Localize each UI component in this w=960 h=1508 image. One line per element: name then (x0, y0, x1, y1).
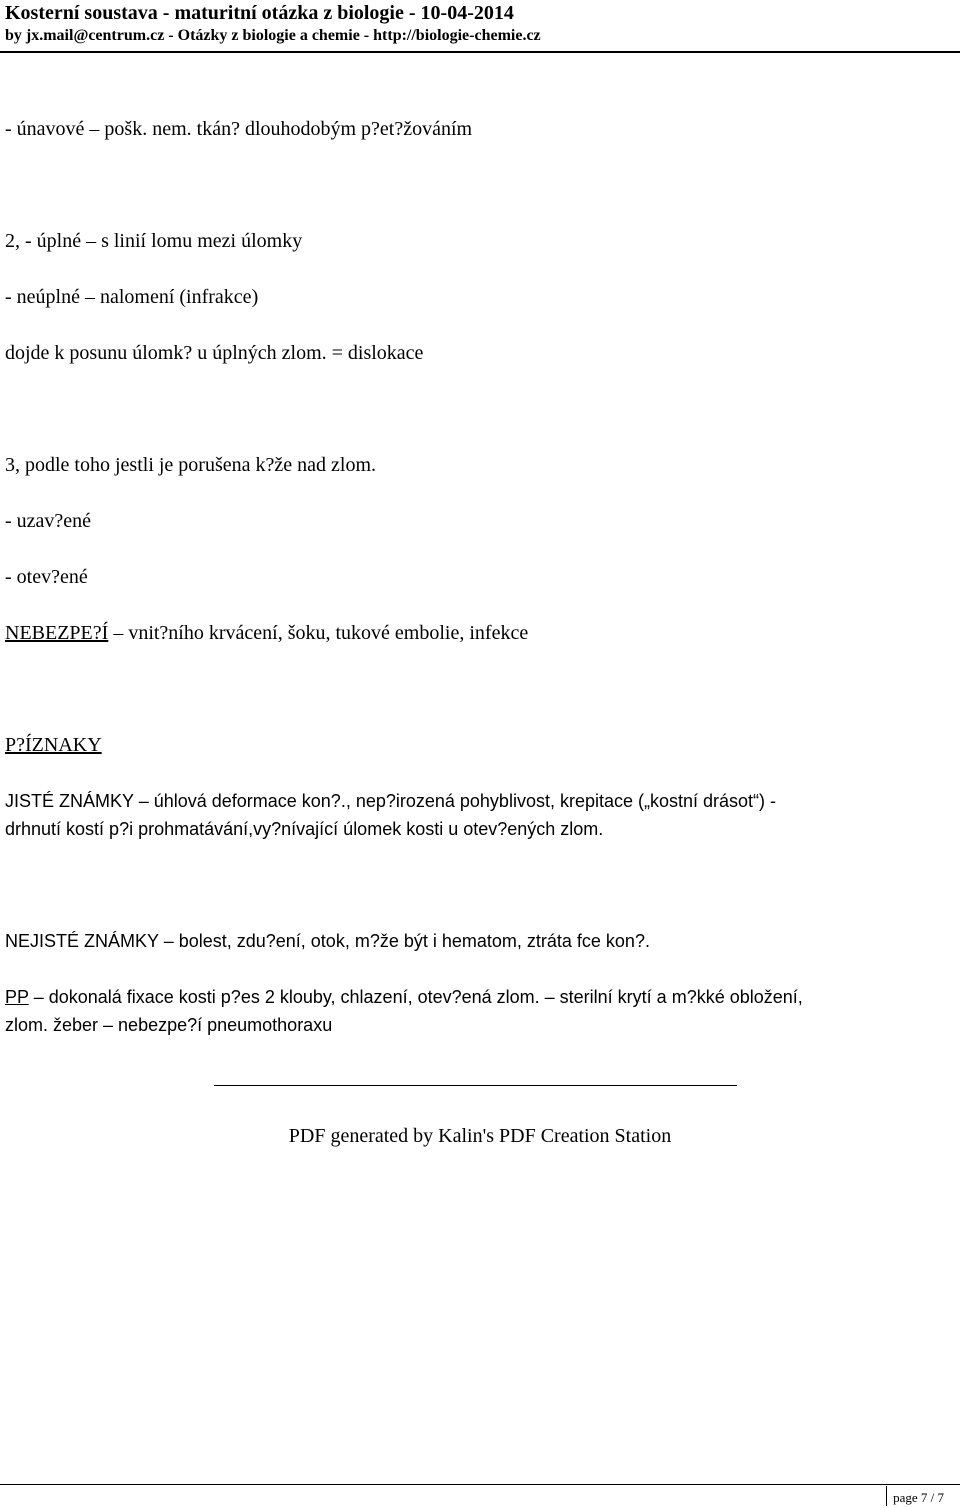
text-line-nebezpeci (5, 621, 528, 645)
header-divider (0, 51, 960, 53)
pp-label: PP (5, 987, 29, 1007)
text-line-jiste-1: JISTÉ ZNÁMKY – úhlová deformace kon?., nep?irozená pohyblivost, krepitace („kostní drásot“) - (5, 791, 777, 811)
text-line-unavove: - únavové – pošk. nem. tkán? dlouhodobým p?et?žováním (5, 118, 473, 140)
text-line-neuplne: - neúplné – nalomení (infrakce) (5, 286, 259, 308)
footer-divider (214, 1085, 737, 1086)
nebezpeci-label: NEBEZPE?Í (5, 622, 109, 644)
text-line-dojde: dojde k posunu úlomk? u úplných zlom. = dislokace (5, 342, 424, 364)
text-line-jiste-2: drhnutí kostí p?i prohmatávání,vy?nívající úlomek kosti u otev?ených zlom. (5, 819, 604, 839)
text-line-nejiste: NEJISTÉ ZNÁMKY – bolest, zdu?ení, otok, m?že být i hematom, ztráta fce kon?. (5, 931, 650, 951)
text-line-uzav: - uzav?ené (5, 510, 92, 532)
page-header (5, 0, 955, 46)
text-line-uplne: 2, - úplné – s linií lomu mezi úlomky (5, 230, 303, 252)
text-line-pp-2: zlom. žeber – nebezpe?í pneumothoraxu (5, 1015, 333, 1035)
pp-text: – dokonalá fixace kosti p?es 2 klouby, chlazení, otev?ená zlom. – sterilní krytí a m?kké obložení, (28, 987, 803, 1007)
page-bottom-divider (0, 1484, 960, 1485)
nebezpeci-text: – vnit?ního krvácení, šoku, tukové embolie, infekce (108, 622, 529, 644)
text-line-pp-1 (5, 985, 803, 1009)
pdf-generated-note: PDF generated by Kalin's PDF Creation Station (288, 1125, 672, 1147)
text-line-podle: 3, podle toho jestli je porušena k?že nad zlom. (5, 454, 377, 476)
text-line-otev: - otev?ené (5, 566, 88, 588)
page-number: page 7 / 7 (886, 1486, 944, 1506)
priznaky-heading: P?ÍZNAKY (5, 734, 102, 756)
document-subtitle: by jx.mail@centrum.cz - Otázky z biologie a chemie - http://biologie-chemie.cz (5, 27, 541, 44)
document-title: Kosterní soustava - maturitní otázka z biologie - 10-04-2014 (5, 2, 514, 24)
